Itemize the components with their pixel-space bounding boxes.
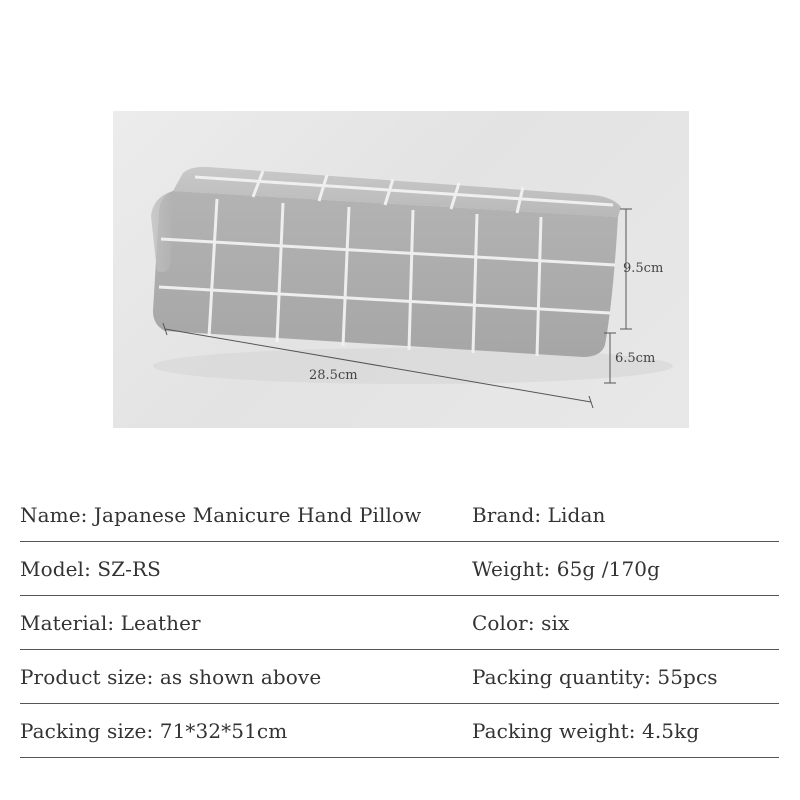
hand-pillow-illustration <box>113 111 689 428</box>
product-photo <box>113 111 689 428</box>
spec-product-size: Product size: as shown above <box>20 665 322 689</box>
spec-model: Model: SZ-RS <box>20 557 161 581</box>
spec-row <box>20 650 779 704</box>
height-top-dimension-label: 9.5cm <box>623 261 664 276</box>
spec-row <box>20 704 779 758</box>
spec-row <box>20 542 779 596</box>
spec-packing-weight: Packing weight: 4.5kg <box>472 719 700 743</box>
spec-packing-quantity: Packing quantity: 55pcs <box>472 665 718 689</box>
spec-table <box>20 488 779 758</box>
spec-material: Material: Leather <box>20 611 201 635</box>
spec-weight: Weight: 65g /170g <box>472 557 661 581</box>
spec-color: Color: six <box>472 611 570 635</box>
spec-row <box>20 596 779 650</box>
spec-row <box>20 488 779 542</box>
length-dimension-label: 28.5cm <box>309 368 358 383</box>
spec-packing-size: Packing size: 71*32*51cm <box>20 719 288 743</box>
spec-name: Name: Japanese Manicure Hand Pillow <box>20 503 422 527</box>
spec-brand: Brand: Lidan <box>472 503 606 527</box>
height-bottom-dimension-label: 6.5cm <box>615 351 656 366</box>
